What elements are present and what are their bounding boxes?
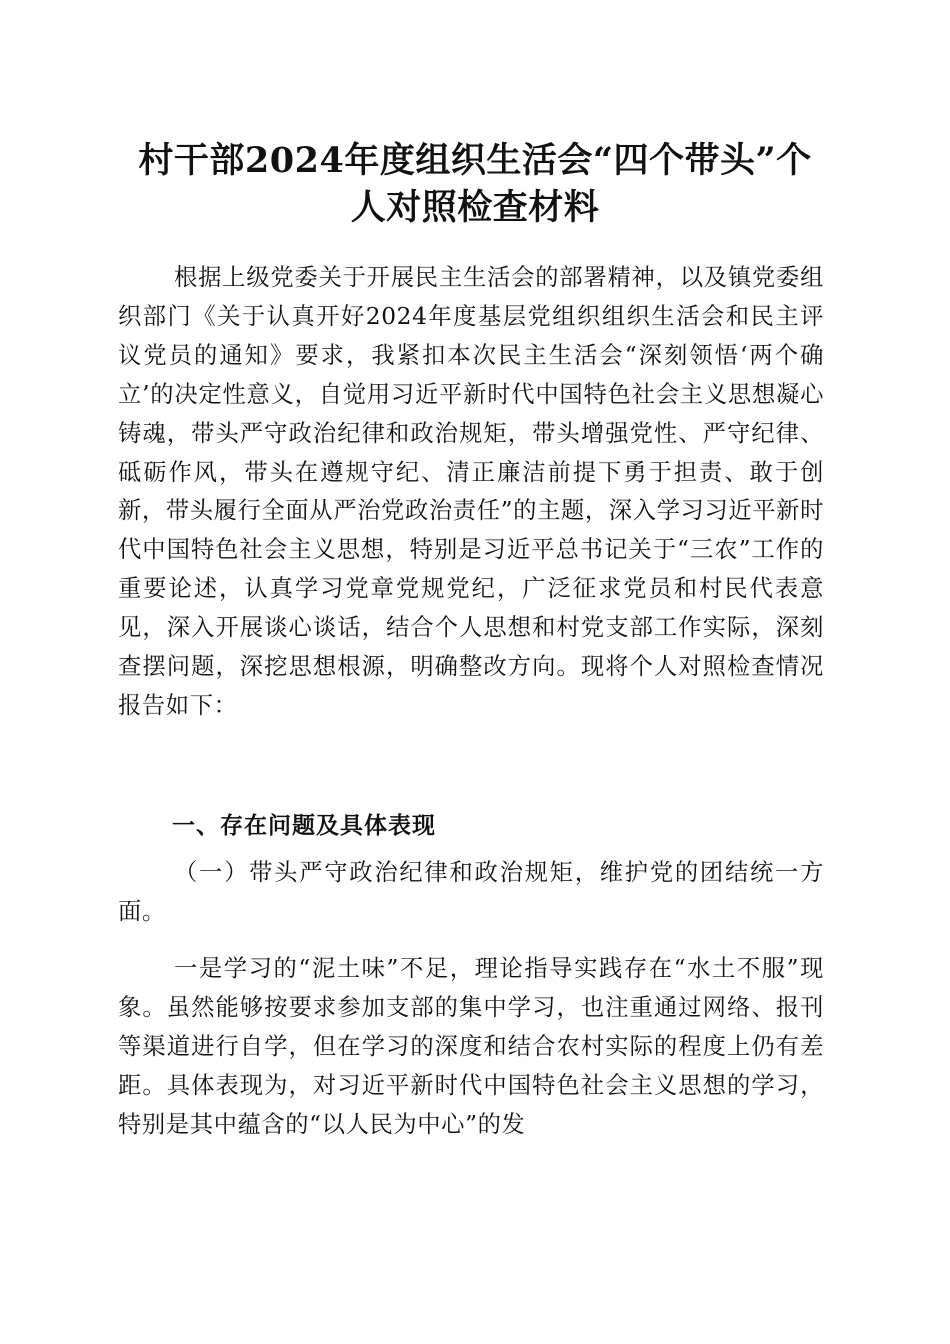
intro-paragraph: 根据上级党委关于开展民主生活会的部署精神，以及镇党委组织部门《关于认真开好2024年度基层党组织组织生活会和民主评议党员的通知》要求，我紧扣本次民主生活会“深刻领悟‘两个确立’的决定性意义，自觉用习近平新时代中国特色社会主义思想凝心铸魂，带头严守政治纪律和政治规矩，带头增强党性、严守纪律、砥砺作风，带头在遵规守纪、清正廉洁前提下勇于担责、敢于创新，带头履行全面从严治党政治责任”的主题，深入学习习近平新时代中国特色社会主义思想，特别是习近平总书记关于“三农”工作的重要论述，认真学习党章党规党纪，广泛征求党员和村民代表意见，深入开展谈心谈话，结合个人思想和村党支部工作实际，深刻查摆问题，深挖思想根源，明确整改方向。现将个人对照检查情况报告如下： [118, 264, 824, 719]
document-title-line-2: 人对照检查材料 [350, 187, 600, 228]
body-paragraph: 一是学习的“泥土味”不足，理论指导实践存在“水土不服”现象。虽然能够按要求参加支部的集中学习，也注重通过网络、报刊等渠道进行自学，但在学习的深度和结合农村实际的程度上仍有差距。具体表现为，对习近平新时代中国特色社会主义思想的学习，特别是其中蕴含的“以人民为中心”的发 [118, 955, 824, 1138]
subsection-heading: （一）带头严守政治纪律和政治规矩，维护党的团结统一方面。 [118, 859, 824, 925]
section-heading: 一、存在问题及具体表现 [172, 813, 436, 839]
document-title-line-1: 村干部2024年度组织生活会“四个带头”个 [138, 140, 812, 181]
